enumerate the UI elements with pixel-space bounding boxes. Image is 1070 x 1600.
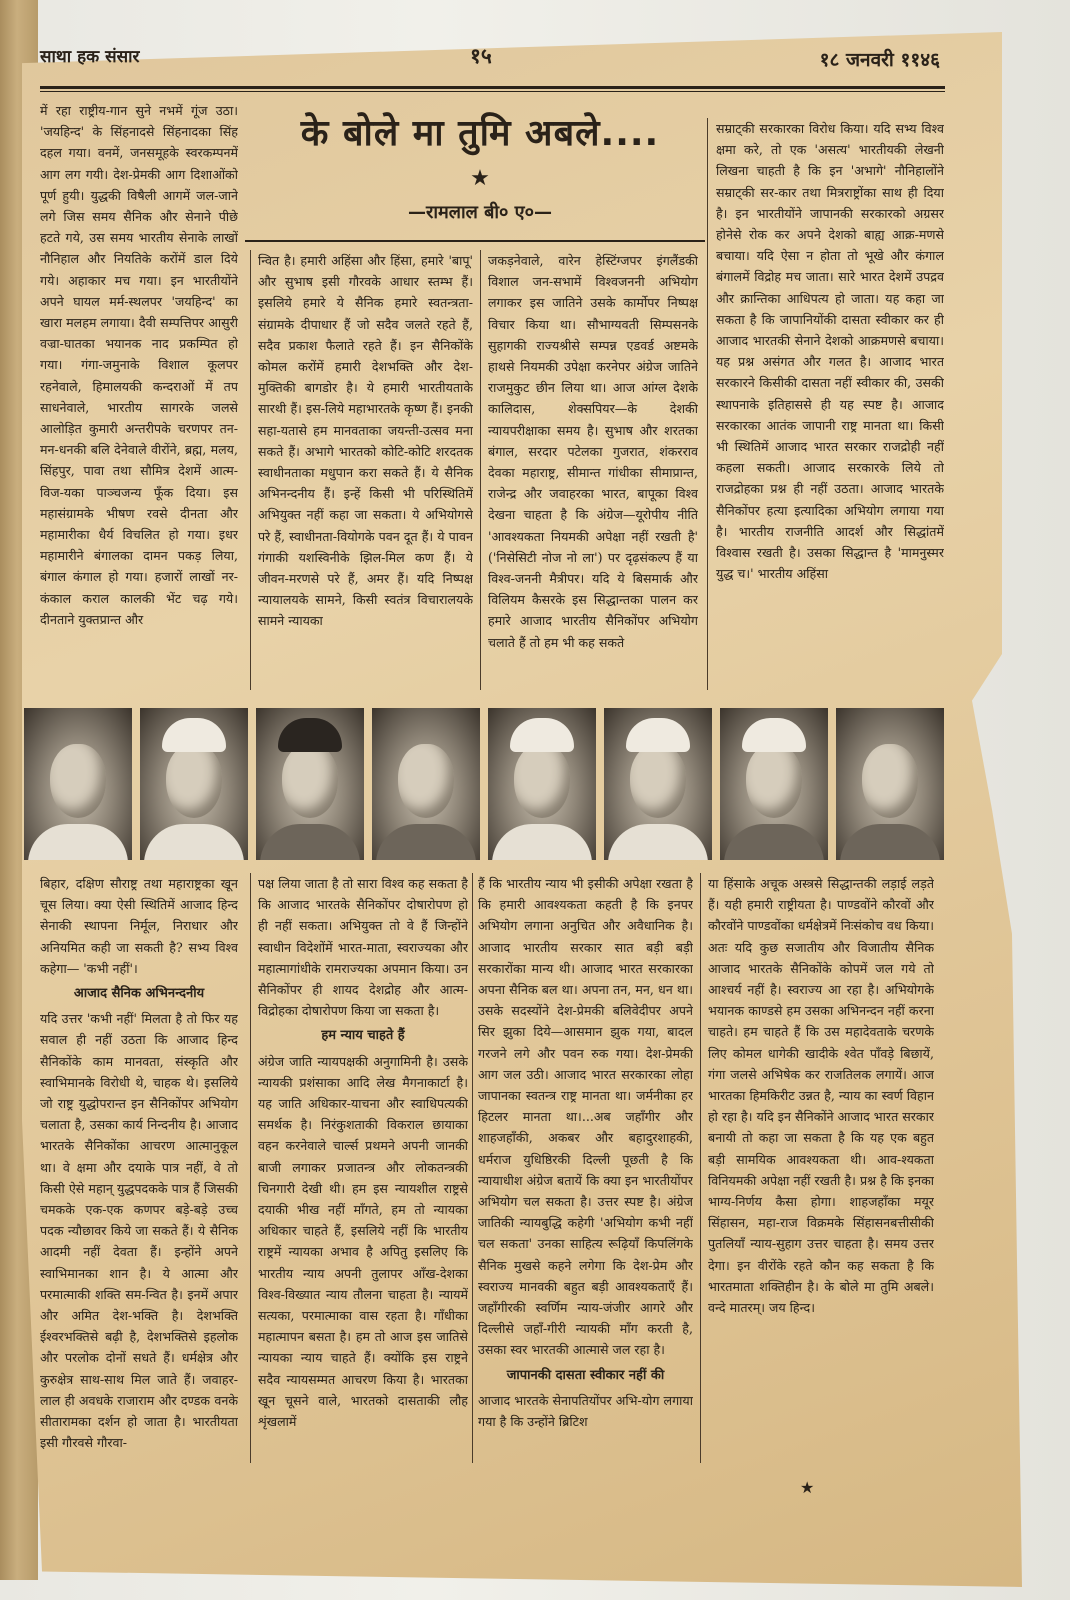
- column-divider: [250, 250, 251, 690]
- cap-shape: [742, 718, 806, 752]
- face-shape: [862, 744, 918, 818]
- face-shape: [746, 744, 802, 818]
- body-shape: [492, 824, 592, 860]
- text-column-1: [40, 100, 238, 690]
- text-column-5: [40, 873, 238, 1563]
- portrait-photo: [256, 708, 364, 860]
- portrait-photo: [720, 708, 828, 860]
- column-divider: [707, 118, 708, 690]
- title-rule: [245, 240, 705, 242]
- column-text: बिहार, दक्षिण सौराष्ट्र तथा महाराष्ट्रका खून चूस लिया। क्या ऐसी स्थितिमें आजाद हिन्द सेनाकी स्थापना निर्मूल, निराधार और अनियमित कही जा सकती है? सभ्य विश्व कहेगा— 'कभी नहीं'।: [40, 876, 238, 976]
- section-heading: आजाद सैनिक अभिनन्दनीय: [73, 986, 205, 1002]
- text-column-6: [258, 873, 468, 1493]
- portrait-photo: [488, 708, 596, 860]
- column-text: अंग्रेज जाति न्यायपक्षकी अनुगामिनी है। उसके न्यायकी प्रशंसाका आदि लेख मैगनाकार्टा है। यह जाति अधिकार-याचना और स्वाधिपत्यकी समर्थक है। निरंकुशताकी विकराल छायाका वहन करनेवाले चार्ल्स प्रथमने अपनी जानकी बाजी लगाकर प्रजातन्त्र और लोकतन्त्रकी चिनगारी देखी थी। हम इस न्यायशील राष्ट्रसे दयाकी भीख नहीं माँगते, हम तो न्यायका अधिकार चाहते हैं, इसलिये नहीं कि भारतीय राष्ट्रमें न्यायका अभाव है अपितु इसलिए कि भारतीय न्याय अपनी तुलापर आँख-देशका विश्व-विख्यात न्याय तौलना चाहता है। न्यायमें सत्यका, परमात्माका वास रहता है। गाँधीका महात्मापन बसता है। हम तो आज इस जातिसे न्यायका न्याय चाहते हैं। क्योंकि इस राष्ट्रने सदैव न्यायसम्मत आचरण किया है। भारतका खून चूसने वाले, भारतको दासताकी लौह शृंखलामें: [258, 1053, 468, 1430]
- portrait-strip: [24, 708, 944, 860]
- face-shape: [282, 744, 338, 818]
- column-text: न्वित है। हमारी अहिंसा और हिंसा, हमारे 'बापू' और सुभाष इसी गौरवके आधार स्तम्भ हैं। इसलिये हमारे ये सैनिक हमारे स्वतन्त्रता-संग्रामके दीपाधार हैं जो सदैव जलते रहते हैं, सदैव प्रकाश फैलाते रहते हैं। इन सैनिकोंके कोमल करोंमें हमारी देशभक्ति और देश-मुक्तिकी बागडोर है। ये हमारी भारतीयताके सारथी हैं। इस-लिये महाभारतके कृष्ण हैं। इनकी सहा-यतासे हम मानवताका जयन्ती-उत्सव मना सकते हैं। अभागे भारतको कोटि-कोटि शरदतक स्वाधीनताका मधुपान करा सकते हैं। ये सैनिक अभिनन्दनीय हैं। इन्हें किसी भी परिस्थितिमें अभियुक्त नहीं कहा जा सकता। ये अभियोगसे परे हैं, स्वाधीनता-वियोगके पवन दूत हैं। ये पावन गंगाकी यशस्विनीके झिल-मिल कण हैं। ये जीवन-मरणसे परे हैं, अमर हैं। यदि निष्पक्ष न्यायालयके सामने, किसी स्वतंत्र विचारालयके सामने न्यायका: [258, 253, 473, 629]
- cap-shape: [626, 718, 690, 752]
- column-text: हैं कि भारतीय न्याय भी इसीकी अपेक्षा रखता है कि हमारी आवश्यकता कहती है कि इनपर अभियोग लगाना अनुचित और अवैधानिक है। आजाद भारतीय सरकार सात बड़ी बड़ी सरकारोंका मान्य थी। आजाद भारत सरकारका अपना सैनिक बल था। अपना तन, मन, धन था। उसके सदस्योंने देश-प्रेमकी बलिवेदीपर अपने सिर झुका दिये—आसमान झुक गया, बादल गरजने लगे और पवन रुक गया। देश-प्रेमकी आग जल उठी। आजाद भारत सरकारका लोहा जापानका स्वतन्त्र राष्ट्र मानता था। जर्मनीका हर हिटलर मानता था।...अब जहाँगीर और शाहजहाँकी, अकबर और बहादुरशाहकी, धर्मराज युधिष्ठिरकी दिल्ली पूछती है कि न्यायाधीश अंग्रेज बतायें कि क्या इन भारतीयोंपर अभियोग चल सकता है। उत्तर स्पष्ट है। अंग्रेज जातिकी न्यायबुद्धि कहेगी 'अभियोग कभी नहीं चल सकता' उनका साहित्य रूढ़ियाँ किपलिंगके सैनिक मुखसे कहने लगेगा कि देश-प्रेम और स्वराज्य मानवकी बहुत बड़ी आवश्यकताएँ हैं। जहाँगीरकी स्वर्णिम न्याय-जंजीर आगरे और दिल्लीसे जहाँ-गीरी न्यायकी माँग करती है, उसका स्वर भारतकी आत्मासे जल रहा है।: [478, 876, 693, 1358]
- body-shape: [144, 824, 244, 860]
- column-text: जकड़नेवाले, वारेन हेस्टिंग्जपर इंगलैंडकी विशाल जन-सभामें विश्वजननी अभियोग लगाकर इस जातिने उसके कार्मोपर निष्पक्ष विचार किया था। सौभाग्यवती सिम्पसनके सुहागकी राज्यश्रीसे सम्पन्न एडवर्ड अष्टमके हाथसे नियमकी उपेक्षा करनेपर अंग्रेज जातिने राजमुकुट छीन लिया था। आज आंग्ल देशके कालिदास, शेक्सपियर—के देशकी न्यायपरीक्षाका समय है। सुभाष और शरतका बंगाल, सरदार पटेलका गुजरात, शंकरराव देवका महाराष्ट्र, सीमान्त गांधीका सीमाप्रान्त, राजेन्द्र और जवाहरका भारत, बापूका विश्व देखना चाहता है कि अंग्रेज—यूरोपीय नीति 'आवश्यकता नियमकी अपेक्षा नहीं रखती है' ('निसेसिटी नोज नो ला') पर दृढ़संकल्प हैं या विश्व-जननी मैत्रीपर। यदि ये बिसमार्क और विलियम कैसरके इस सिद्धान्तका पालन कर हमारे आजाद भारतीय सैनिकोंपर अभियोग चलाते हैं तो हम भी कह सकते: [488, 253, 698, 650]
- portrait-photo: [24, 708, 132, 860]
- portrait-photo: [604, 708, 712, 860]
- body-shape: [724, 824, 824, 860]
- column-text: या हिंसाके अचूक अस्त्रसे सिद्धान्तकी लड़ाई लड़ते हैं। यही हमारी राष्ट्रीयता है। पाण्डवोंने कौरवों और कौरवोंने पाण्डवोंका धर्मक्षेत्रमें निःसंकोच वध किया। अतः यदि कुछ सजातीय और विजातीय सैनिक आजाद भारतके सैनिकोंके कोपमें जल गये तो आश्चर्य नहीं है। स्वराज्य आ रहा है। अभियोगके भयानक काण्डसे हम उसका अभिनन्दन नहीं करना चाहते। हम चाहते हैं कि उस महादेवताके चरणके लिए कोमल धागेकी खादीके श्वेत पाँवड़े बिछायें, गंगा जलसे अभिषेक कर राजतिलक लगायें। आज भारतका हिमकिरीट उन्नत है, न्याय का स्वर्ण विहान हो रहा है। यदि इन सैनिकोंने आजाद भारत सरकार बनायी तो कहा जा सकता है कि यह एक बहुत बड़ी सामयिक आवश्यकता थी। आव-श्यकता विनियमकी अपेक्षा नहीं रखती है। प्रश्न है कि इनका भाग्य-निर्णय कैसा होगा। शाहजहाँका मयूर सिंहासन, महा-राज विक्रमके सिंहासनबत्तीसीकी पुतलियाँ न्याय-सुहाग उत्तर चाहता है। समय उत्तर देगा। इन वीरोंके रहते कौन कह सकता है कि भारतमाता शक्तिहीन है। के बोले मा तुमि अबले। वन्दे मातरम्। जय हिन्द।: [708, 876, 934, 1316]
- portrait-photo: [140, 708, 248, 860]
- body-shape: [376, 824, 476, 860]
- body-shape: [840, 824, 940, 860]
- portrait-photo: [372, 708, 480, 860]
- cap-shape: [510, 718, 574, 752]
- masthead-rule-thin: [40, 91, 945, 92]
- section-heading: हम न्याय चाहते हैं: [321, 1028, 405, 1044]
- face-shape: [514, 744, 570, 818]
- portrait-photo: [836, 708, 944, 860]
- article-byline: —रामलाल बी० ए०—: [407, 202, 552, 223]
- masthead-rule: [40, 86, 945, 89]
- column-divider: [472, 873, 473, 1463]
- cap-shape: [162, 718, 226, 752]
- body-shape: [260, 824, 360, 860]
- masthead: [40, 40, 940, 80]
- face-shape: [630, 744, 686, 818]
- text-column-2: [258, 250, 473, 690]
- column-text: सम्राट्की सरकारका विरोध किया। यदि सभ्य विश्व क्षमा करे, तो एक 'असत्य' भारतीयकी लेखनी लिखना चाहती है कि इन 'अभागे' नौनिहालोंने सम्राट्‌की सर-कार तथा मित्रराष्ट्रोंका साथ ही दिया है। इन भारतीयोंने जापानकी सरकारको अग्रसर होनेसे रोक कर अपने देशको बाह्य आक्र-मणसे बचाया। यदि ऐसा न होता तो भूखे और कंगाल बंगालमें विद्रोह मच जाता। सारे भारत देशमें उपद्रव और क्रान्तिका आधिपत्य हो जाता। यह कहा जा सकता है कि जापानियोंकी दासता स्वीकार कर ही आजाद भारतकी सेनाने देशको आक्रमणसे बचाया। यह प्रश्न असंगत और गलत है। आजाद भारत सरकारने किसीकी दासता नहीं स्वीकार की, उसकी स्थापनाके इतिहाससे ही यह स्पष्ट है। आजाद सरकारका आतंक जापानी राष्ट्र मानता था। किसी भी स्थितिमें आजाद भारत सरकार राजद्रोही नहीं कहला सकती। आजाद सरकारके लिये तो राजद्रोहका प्रश्न ही नहीं उठता। आजाद भारतके सैनिकोंपर हत्या इत्यादिका अभियोग लगाया गया है। भारतीय राजनीति आदर्श और सिद्धांतमें विश्वास रखती है। उसका सिद्धान्त है 'मामनुस्मर युद्ध च।' भारतीय अहिंसा: [716, 121, 944, 582]
- article-title: के बोले मा तुमि अबले....: [300, 113, 660, 154]
- face-shape: [50, 744, 106, 818]
- column-text: यदि उत्तर 'कभी नहीं' मिलता है तो फिर यह सवाल ही नहीं उठता कि आजाद हिन्द सैनिकोंके काम मानवता, संस्कृति और स्वाभिमानके विरोधी थे, चाहक थे। इसलिये जो राष्ट्र युद्धोपरान्त इन सैनिकोंपर अभियोग चलाता है, उसका कार्य निन्दनीय है। आजाद भारतके सैनिकोंका आचरण आत्मानुकूल था। वे क्षमा और दयाके पात्र नहीं, वे तो किसी ऐसे महान् युद्धपदकके पात्र हैं जिसकी चमकके एक-एक कणपर बड़े-बड़े उच्च पदक न्यौछावर किये जा सकते हैं। ये सैनिक आदमी नहीं देवता हैं। इन्होंने अपने स्वाभिमानका शान है। ये आत्मा और परमात्माकी शक्ति सम-न्वित है। इनमें अपार और अमित देश-भक्ति है। देशभक्ति ईश्वरभक्तिसे बढ़ी है, देशभक्तिसे इहलोक और परलोक दोनों सधते हैं। धर्मक्षेत्र और कुरुक्षेत्र साथ-साथ मिल जाते हैं। जवाहर-लाल ही अवधके राजाराम और दण्डक वनके सीतारामका दर्शन हो जाता है। भारतीयता इसी गौरवसे गौरवा-: [40, 1011, 238, 1451]
- issue-date: १८ जनवरी ११४६: [819, 49, 940, 71]
- star-ornament: ★: [470, 166, 490, 191]
- masthead-publication: साथा हक संसार: [40, 47, 140, 67]
- end-mark-icon: ★: [800, 1478, 815, 1497]
- column-text: आजाद भारतके सेनापतियोंपर अभि-योग लगाया गया है कि उन्होंने ब्रिटिश: [478, 1392, 693, 1430]
- column-text: पक्ष लिया जाता है तो सारा विश्व कह सकता है कि आजाद भारतके सैनिकोंपर दोषारोपण हो ही नहीं सकता। अभियुक्त तो वे हैं जिन्होंने स्वाधीन विदेशोंमें भारत-माता, स्वराज्यका और महात्मागांधीके रामराज्यका अपमान किया। उन सैनिकोंपर ही शायद देशद्रोह और आत्म-विद्रोहका दोषारोपण किया जा सकता है।: [258, 876, 468, 1019]
- body-shape: [28, 824, 128, 860]
- page-number: १५: [470, 44, 492, 68]
- column-divider: [700, 873, 701, 1463]
- text-column-8: [708, 873, 934, 1443]
- section-heading: जापानकी दासता स्वीकार नहीं की: [506, 1367, 665, 1383]
- column-divider: [250, 873, 251, 1463]
- cap-shape: [278, 718, 342, 752]
- body-shape: [608, 824, 708, 860]
- text-column-3: [488, 250, 698, 690]
- face-shape: [398, 744, 454, 818]
- column-text: में रहा राष्ट्रीय-गान सुने नभमें गूंज उठा। 'जयहिन्द' के सिंहनादसे सिंहनादका सिंह दहल गया। वनमें, जनसमूहके स्वरकम्पनमें आग लग गयी। देश-प्रेमकी आग दिशाओंको पूर्ण हुयी। युद्धकी विषैली आगमें जल-जाने लगे जिस समय सैनिक और सेनाने पीछे हटते गये, उस समय भारतीय सेनाके लाखों नौनिहाल और नियतिके करोंमें डाल दिये गये। अहाकार मच गया। इन भारतीयोंने अपने घायल मर्म-स्थलपर 'जयहिन्द' का खारा मलहम लगाया। दैवी सम्पत्तिपर आसुरी वज्रा-घातका भयानक नाद प्रकम्पित हो गया। गंगा-जमुनाके विशाल कूलपर रहनेवाले, हिमालयकी कन्दराओं में तप साधनेवाले, भारतीय सागरके जलसे आलोड़ित कुमारी अन्तरीपके चरणपर तन-मन-धनकी बलि देनेवाले वीरोंने, ब्रह्म, मलय, सिंहपुर, पावा तथा सौमित्र देशमें आत्म-विज-यका पाञ्चजन्य फूँक दिया। इस महासंग्रामके भीषण रवसे दीनता और महामारीका धैर्य विचलित हो गया। इधर महामारीने बंगालका दामन पकड़ लिया, बंगाल कंगाल हो गया। हजारों लाखों नर-कंकाल कराल कालकी भेंट चढ़ गये। दीनताने युक्तप्रान्त और: [40, 103, 238, 627]
- text-column-4: [716, 118, 944, 690]
- article-header: [250, 104, 710, 244]
- text-column-7: [478, 873, 693, 1468]
- face-shape: [166, 744, 222, 818]
- column-divider: [480, 250, 481, 690]
